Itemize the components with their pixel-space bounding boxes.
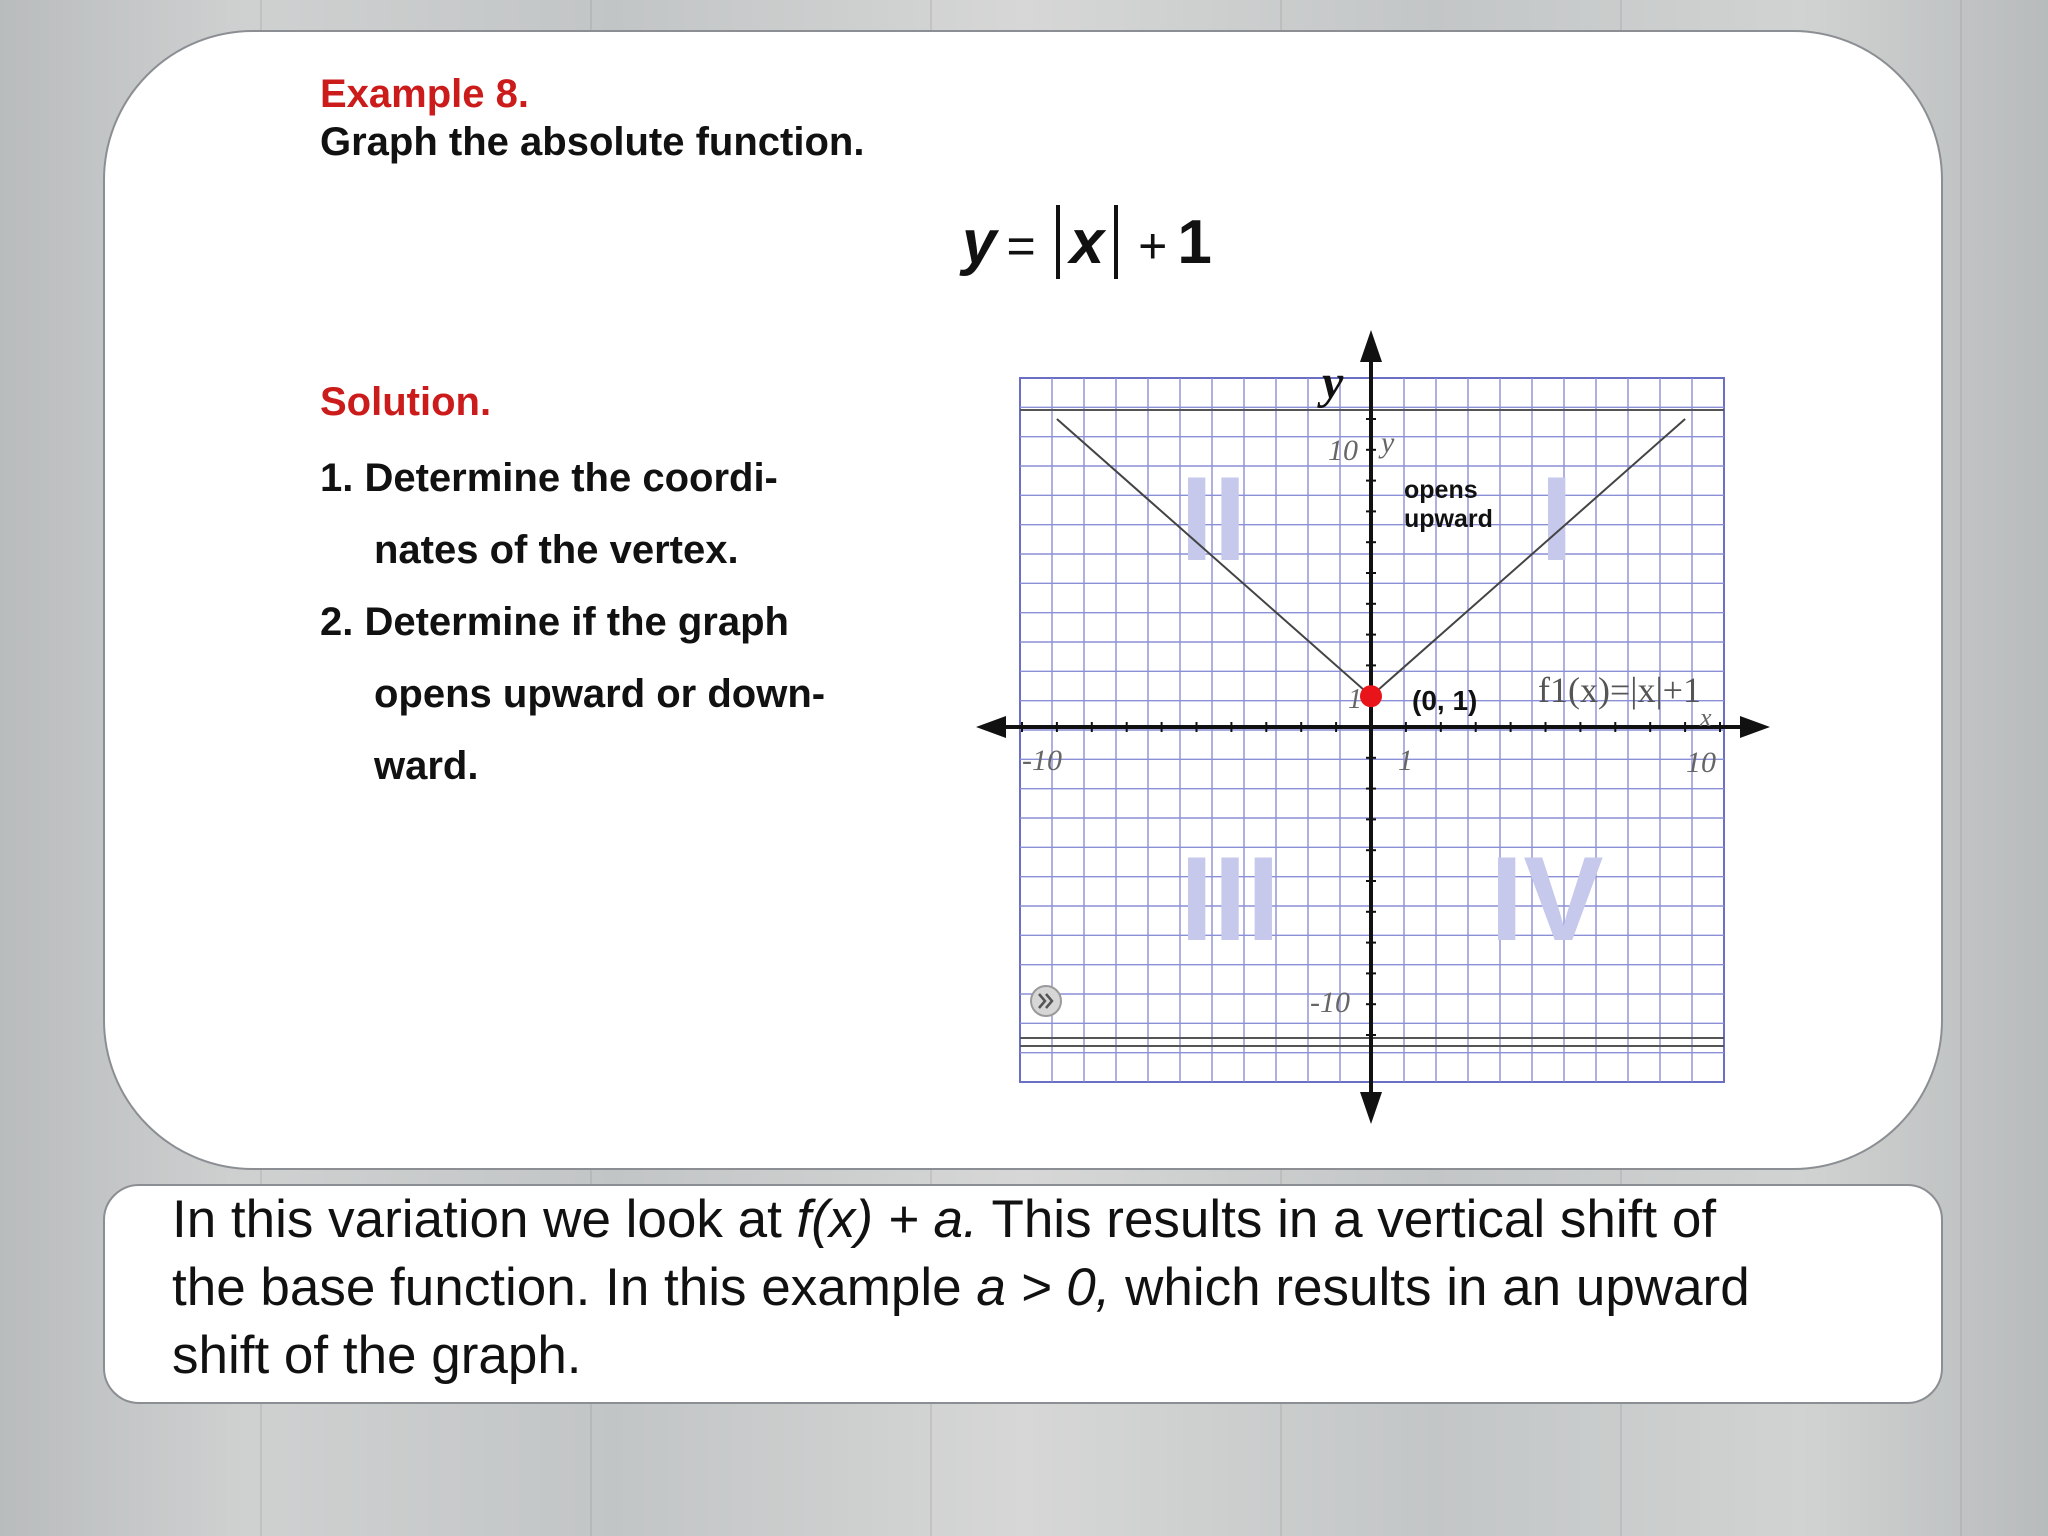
y-axis-bottom-arrow — [1360, 1092, 1382, 1124]
solution-title: Solution. — [320, 380, 492, 424]
vertex-label: (0, 1) — [1412, 685, 1478, 716]
equation-y: y — [962, 208, 997, 277]
quadrant-label-iii: III — [1180, 832, 1281, 966]
equation-plus: + — [1138, 218, 1168, 274]
example-title: Example 8. — [320, 72, 530, 116]
equation-constant: 1 — [1177, 208, 1212, 277]
caption-text — [172, 1186, 1912, 1390]
x-tick-left: -10 — [1022, 744, 1062, 777]
x-axis-right-arrow — [1740, 716, 1770, 738]
caption-line-2: the base function. In this example a > 0, which results in an upward — [172, 1258, 1750, 1317]
step-2-line-2: opens upward or down- — [374, 672, 826, 716]
graph-nav-icon[interactable] — [1031, 986, 1061, 1016]
step-2-line-1: 2. Determine if the graph — [320, 600, 789, 644]
quadrant-label-iv: IV — [1490, 832, 1604, 966]
function-label: f1(x)=|x|+1 — [1538, 670, 1701, 710]
caption-line-1: In this variation we look at f(x) + a. This results in a vertical shift of — [172, 1190, 1717, 1249]
step-2-line-3: ward. — [374, 744, 479, 788]
vertex-point — [1360, 685, 1382, 707]
y-tick-bottom: -10 — [1310, 986, 1350, 1019]
quadrant-label-ii: II — [1180, 452, 1247, 586]
step-1-line-1: 1. Determine the coordi- — [320, 456, 778, 500]
step-1-line-2: nates of the vertex. — [374, 528, 739, 572]
y-tick-top: 10 — [1328, 434, 1358, 467]
y-axis-top-arrow — [1360, 330, 1382, 362]
instruction-text: Graph the absolute function. — [320, 120, 865, 164]
opens-label-line-1: opens — [1404, 476, 1478, 504]
x-tick-one: 1 — [1398, 744, 1413, 777]
x-axis-left-arrow — [976, 716, 1006, 738]
equation-x: x — [1069, 208, 1105, 277]
equation-equals: = — [1006, 218, 1036, 274]
y-axis-label: y — [1322, 356, 1344, 409]
quadrant-label-i: I — [1540, 452, 1574, 586]
y-tick-one: 1 — [1348, 684, 1362, 715]
opens-label-line-2: upward — [1404, 505, 1493, 533]
y-small-label: y — [1381, 426, 1395, 459]
x-tick-right: 10 — [1686, 746, 1716, 779]
x-small-label: x — [1700, 703, 1712, 732]
caption-line-3: shift of the graph. — [172, 1326, 582, 1385]
